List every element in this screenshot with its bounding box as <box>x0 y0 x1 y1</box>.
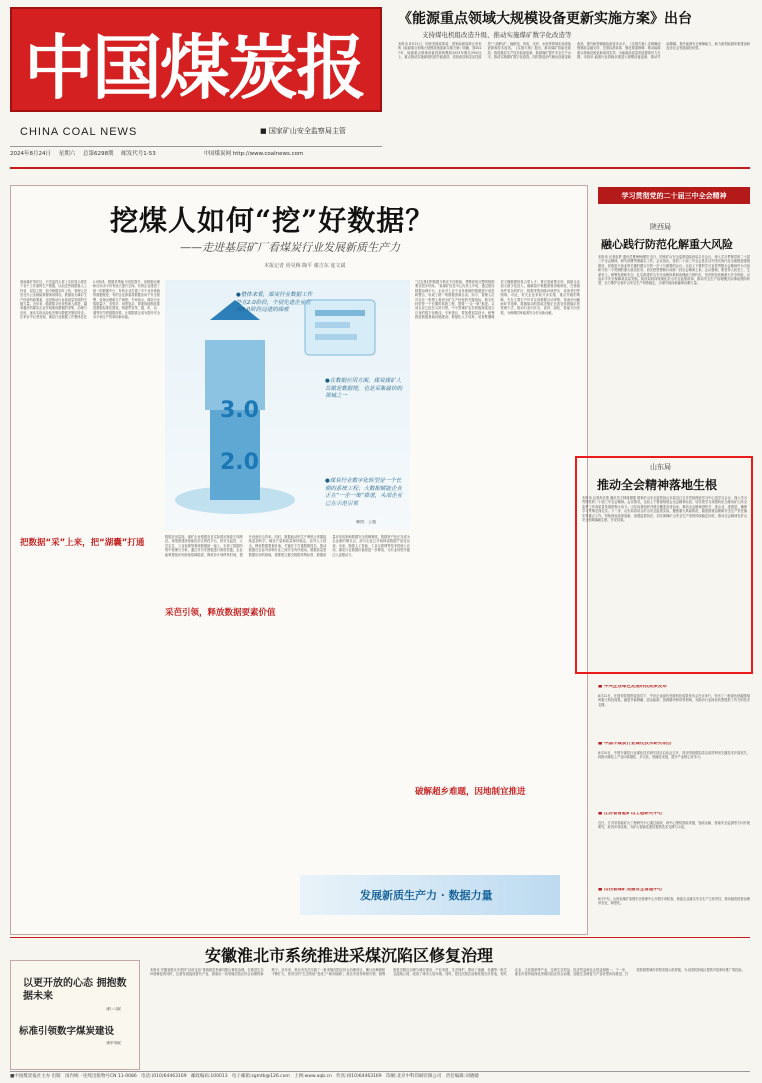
main-subheadline: ——走进基层矿厂看煤炭行业发展新质生产力 <box>180 241 400 254</box>
bottom-divider <box>10 937 750 938</box>
top-right-body-text: 本报讯 8月21日，国家发展改革委、国家能源局联合发布的《能源重点领域大规模设备更新实施方案》明确，到2027年，能源重点领域设备投资规模较2023年增长25%以上，重点推动实施煤电机组节能改造、供热改造和灵活性改造“三改联动”，输配电、风电、光伏、水电等领域实现设备更新和技术改造。《实施方案》提出，推动煤矿智能化改造，推进煤炭生产技术装备更新，鼓励煤矿提升安全生产水平，推动实施煤矿数字化改造。同时推进油气储运设备更新改造，提升新型储能装备技术水平。《实施方案》还明确加强财政金融支持、完善标准体系、强化要素保障，推动能源重点领域设备更新取得实效，为能源高质量发展提供有力支撑。本报讯 能源行业将稳步推进大规模设备更新，推动节能降碳，提升能源安全保障能力，助力新型能源体系建设和经济社会发展绿色转型。 <box>398 42 750 60</box>
story2-location: 山东局 <box>650 463 671 471</box>
footer-website[interactable]: 上网:www.aqb.cn <box>294 1074 332 1079</box>
top-right-subheadline: 支持煤电机组改造升级、推动实施煤矿数字化改造等 <box>422 31 572 39</box>
bottom-headline[interactable]: 安徽淮北市系统推进采煤沉陷区修复治理 <box>205 946 494 965</box>
main-byline: 本报记者 尚昊梅 陶平 谢吉东 庞文斌 <box>264 263 346 269</box>
promo-2-title[interactable]: 标准引领数字煤炭建设 <box>19 1026 115 1037</box>
brief-head-2: ■ 中国半煤炭行业煤化技术研究项目 <box>598 742 672 746</box>
footer-cn-number: 国内统一连续出版物号CN 11-0086 <box>64 1074 137 1079</box>
footer-email[interactable]: 电子邮箱:zgmtb@126.com <box>231 1074 290 1079</box>
stage-label-2: 2.0 <box>220 450 259 475</box>
main-body-middle: 数据应用层面，煤矿企业根据各自实际情况探索不同路径。某集团建设智能化综合管控平台，将安全监控、人员定位、工业视频等系统数据统一接入，实现了数据的集中管理与分析。通过对历史数据进行深度挖掘，企业能够提前识别设备故障隐患，降低非计划停机时间，提升设备综合效率。同时，数据驱动的生产调度让采掘接续更加科学，煤炭产量和质量保持稳定。业内人士指出，释放数据要素价值，关键在于打通数据孤岛，推动数据在企业内部和行业之间安全有序流动。数据质量是数据应用的基础，需要建立健全数据采集标准、数据质量评估机制和数据安全管理制度。数据资产化正在成为企业新的增长点，部分企业已开始探索数据产品化运营。未来，随着人工智能、工业互联网等技术的深入应用，煤炭行业数据价值将进一步释放，为行业转型升级注入更强动力。 <box>165 535 410 557</box>
story1-body: 本报讯 记者赵梦 通讯员曹海杨璀国 近日，国家矿山安全监察局陕西局召开会议，深入学习贯彻党的二十届三中全会精神，研究部署贯彻落实工作。会议指出，党的二十届三中全会是在以中国式现代化全面推进强国建设、民族复兴伟业的关键时期召开的一次十分重要的会议。全局上下要把学习宣传贯彻全会精神作为当前和今后一个时期的重大政治任务，切实把思想和行动统一到全会精神上来。会议强调，要坚持人民至上、生命至上，统筹发展和安全，扎实推进矿山安全治理体系和治理能力现代化，坚决防范化解重大安全风险，以高水平安全保障高质量发展。陕西局将持续深化矿山安全监察改革，推动安全生产治理模式向事前预防转型，全力维护全省矿山安全生产形势稳定，为谱写陕西新篇章贡献力量。 <box>598 255 750 286</box>
postal-code: 邮发代号1-53 <box>121 151 156 157</box>
footer-publisher: ■中国煤炭报社主办 出版 <box>10 1074 61 1079</box>
main-body-left: 淮南煤矿采矿区，只见监控大屏上实时显示着井下各个工作面的生产数据，以前这些数据靠人工抄录、层层上报，如今数据实时上传，管理人员坐在办公室就能掌握现场情况。数据成为煤矿生产经营的新要素，也是推动行业高质量发展的关键力量。近年来，随着数字化转型深入推进，越来越多的煤炭企业开始重视数据的采集、治理与应用，逐步实现从经验决策向数据决策的转变。在采访中记者发现，煤炭行业数据工作整体处在2.0阶段，数据采集能力明显提升，但数据治理和应用水平仍有较大提升空间。有的企业建设了统一的数据中台，有的企业打通了多个业务系统的数据壁垒，有的企业探索将数据应用于安全预警、设备运维和生产调度。专家表示，煤炭行业数据量大、类型多、场景复杂，需要因地制宜推进数据标准化建设，构建贯穿采、掘、机、运、通等环节的数据体系，让数据真正成为提升安全水平和生产效率的新动能。 <box>20 280 160 320</box>
header-divider <box>10 167 750 169</box>
image-credit: 制图：王超 <box>356 520 376 524</box>
footer-fax: 传真:(010)64463169 <box>336 1074 382 1079</box>
bottom-body: 本报讯 安徽省淮北市坚持“以用定治”系统推进采煤沉陷区修复治理，在推进生态环境修复的同时，注重发展接续替代产业，探索出一条采煤沉陷区综合治理的新路子。近年来，淮北市先后实施了一批采煤沉陷区综合治理项目，累计治理面积不断扩大，将昔日的“生态伤疤”变成了“城市绿肺”。淮北市坚持规划引领，统筹推进沉陷区治理与城市建设、产业发展、生态保护，建设了南湖、东湖等一批生态湿地公园，改善了城市人居环境。同时，依托沉陷区治理发展光伏发电、现代农业、文化旅游等产业，实现生态效益、经济效益和社会效益相统一。下一步，淮北市将持续深化采煤沉陷区综合治理，加强生态修复与产业转型协同推进，打造资源型城市转型发展示范样板，为全国同类地区提供可复制可推广的经验。 <box>150 968 745 977</box>
masthead-logo <box>10 7 382 112</box>
main-body-right: “过去我们的数据分散在不同系统，想要获取完整的数据要花很多时间。”某煤矿信息中心负责人介绍，通过建设数据治理平台，企业对上百个业务系统的数据进行清洗和整合，形成了统一的数据资源目录。如今，管理人员可以在一张图上看到全矿生产经营的关键指标。数字化转型是一个长期的系统工程，需要“一企一策”推进。头部企业已经在示范引领，中小型煤矿也在积极探索适合自身的数字化路径。专家建议，要加强顶层设计，统筹推进数据基础设施建设；要强化人才培养，培育既懂煤炭又懂数据的复合型人才；要完善政策支持，鼓励企业加大数字化投入。破解超乡难题需要因地制宜，在资源条件复杂的矿区，数据采集面临环境恶劣、设备老旧等困难。对此，有关企业采取分步实施、重点突破的策略，先在主要生产环节实现数据自动采集，再逐步向辅助环节延伸。数据驱动的智能决策正在改变传统煤矿的管理方式，推动行业向安全、高效、绿色、智能方向发展，为保障国家能源安全作出新贡献。 <box>415 280 580 320</box>
story1-location: 陕西局 <box>650 223 671 231</box>
pull-quote-1: ●整体来看，煤炭行业数据工作处在2.0阶段，个别先进企业在向3.0阶段迈进的探索 <box>236 292 313 313</box>
banner-label: 发展新质生产力 · 数据力量 <box>360 889 493 902</box>
section-head-1: 把数据“采”上来，把“湖囊”打通 <box>20 538 145 548</box>
study-banner: 学习贯彻党的二十届三中全会精神 <box>598 187 750 204</box>
brief-head-1: ■ 中央企业绿色发展科技成果发布 <box>598 685 667 689</box>
top-right-headline[interactable]: 《能源重点领域大规模设备更新实施方案》出台 <box>398 11 692 27</box>
newspaper-title: 中国煤炭报 <box>24 26 364 109</box>
dateline <box>10 146 382 157</box>
date: 2024年8月24日 <box>10 151 51 157</box>
promo-1-page: 第三版 <box>106 1007 122 1012</box>
footer-phone: 电话:(010)64463169 <box>141 1074 187 1079</box>
brief-body-1: 8月21日，在国务院国资委指导下，中央企业绿色发展科技成果发布会在京举行，发布了一批绿色低碳领域的重大科技成果，涵盖节能降碳、清洁能源、资源循环利用等领域，为推动行业绿色转型提供了有力的技术支撑。 <box>598 694 750 707</box>
newspaper-english-name: CHINA COAL NEWS <box>20 126 138 138</box>
brief-head-4: ■ 山西省煤矿加强安全管理中心 <box>598 888 663 892</box>
brief-body-2: 8月20日，中国半煤炭行业煤化技术研究项目启动会召开，项目围绕煤炭清洁高效利用关键技术开展攻关，将推动煤化工产业向高端化、多元化、低碳化发展，提升产业核心竞争力。 <box>598 751 750 760</box>
footer <box>10 1071 750 1079</box>
weekday: 星期六 <box>58 151 76 157</box>
story1-title[interactable]: 融心践行防范化解重大风险 <box>601 238 733 251</box>
pull-quote-3: ●煤炭行业数字化转型是一个长期的系统工程；大数据赋能企业正在“一企一策”推进，头部企业已在示范引领 <box>325 478 403 507</box>
main-headline[interactable]: 挖煤人如何“挖”好数据？ <box>110 204 435 237</box>
section-head-2: 采芭引领，释放数据要素价值 <box>165 608 276 618</box>
promo-1-title[interactable]: 以更开放的心态 拥抱数据未来 <box>23 978 127 1002</box>
story2-title[interactable]: 推动全会精神落地生根 <box>597 478 718 492</box>
brief-body-4: 8月中旬，山西省煤矿加强安全管理中心开展专项检查，督促企业落实安全生产主体责任，推动隐患排查治理常态化、制度化。 <box>598 897 750 906</box>
sponsor-line: ■ 国家矿山安全监察局主管 <box>260 127 346 135</box>
footer-editor: 责任编辑:刘晓嫱 <box>445 1074 479 1079</box>
promo-box <box>10 960 140 1070</box>
brief-body-3: 近日，江苏省智能矿山工程研究中心通过验收，该中心围绕智能采掘、智能运输、智能安全监测等方向开展研究，取得多项成果，为矿山智能化建设提供技术支撑与示范。 <box>598 821 750 830</box>
footer-postcode: 邮政编码:100013 <box>190 1074 228 1079</box>
brief-head-3: ■ 江苏省智能矿山工程研究中心 <box>598 812 663 816</box>
pull-quote-2: ●在数据应用方面，煤炭煤矿人员做是数据提，也是采集最快的领域之一 <box>325 378 403 399</box>
story2-body: 本报讯 记者高长燕 通讯员王林周德强 国家矿山安全监察局山东局近日召开党组理论学习中心组学习会议，深入学习贯彻党的二十届三中全会精神。会议要求，全局上下要深刻领会全会精神实质，切实把学习成果转化为推动矿山安全监察工作高质量发展的强大动力。山东局将组织开展全覆盖宣讲活动，推动全会精神进机关、进企业、进基层，确保学习贯彻走深走实。下一步，山东局将结合矿山安全监管实际，聚焦重大风险防范、隐患排查治理和安全生产责任落实等重点工作，持续深化改革创新，加强监管执法，切实保障矿山安全生产形势持续稳定向好，推动全会精神在矿山安全领域落地生根、开花结果。 <box>582 496 747 523</box>
section-head-3: 破解超乡难题，因地制宜推进 <box>415 787 526 797</box>
footer-printer: 印刷:北京中科印刷有限公司 <box>385 1074 442 1079</box>
promo-2-page: 第四版 <box>106 1041 122 1046</box>
issue-number: 总第6298期 <box>83 151 114 157</box>
website: 中国煤炭网 http://www.coalnews.com <box>203 151 304 157</box>
feature-banner <box>300 875 560 915</box>
stage-label-3: 3.0 <box>220 398 259 423</box>
